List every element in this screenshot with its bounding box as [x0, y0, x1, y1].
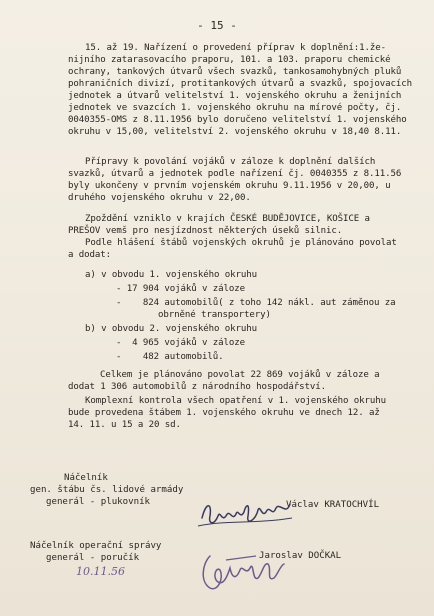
text-line: dodat 1 306 automobilů z národního hospodářství. [68, 382, 326, 392]
handwritten-signature [196, 548, 288, 598]
list-item: obrněné transportery) [158, 310, 271, 320]
text-line: Celkem je plánováno povolat 22 869 vojáků v záloze a [100, 370, 380, 380]
signature1-rank: generál - plukovník [46, 497, 151, 507]
signature1-name: Václav KRATOCHVÍL [286, 500, 380, 510]
handwritten-date: 10.11.56 [76, 565, 125, 578]
text-line: nijního zatarasovacího praporu, 101. a 103. praporu chemické [68, 55, 391, 65]
text-line: Komplexní kontrola všech opatření v 1. vojenského okruhu [85, 396, 386, 406]
text-line: 0040355-OMS z 8.11.1956 bylo doručeno velitelství 1. vojenského [68, 115, 407, 125]
signature2-rank: generál - poručík [46, 553, 140, 563]
page-number: - 15 - [197, 19, 237, 32]
text-line: a dodat: [68, 250, 111, 260]
list-item: - 824 automobilů( z toho 142 nákl. aut záměnou za [116, 298, 396, 308]
text-line: druhého vojenského okruhu v 22,00. [68, 193, 251, 203]
handwritten-signature [196, 490, 296, 534]
signature2-name: Jaroslav DOČKAL [259, 551, 342, 561]
signature1-title: Náčelník [64, 473, 108, 483]
text-line: Přípravy k povolání vojáků v záloze k doplnění dalších [85, 157, 376, 167]
text-line: PREŠOV vemš pro nesjízdnost některých úseků silnic. [68, 226, 343, 236]
signature1-title: gen. štábu čs. lidové armády [30, 485, 184, 495]
text-line: jednotek ve svazcích 1. vojenského okruhu na mírové počty, čj. [68, 103, 402, 113]
text-line: svazků, útvarů a jednotek podle nařízení čj. 0040355 z 8.11.56 [68, 169, 402, 179]
text-line: Podle hlášení štábů vojenských okruhů je plánováno povolat [85, 238, 397, 248]
list-item: a) v obvodu 1. vojenského okruhu [85, 270, 257, 280]
text-line: pohraničních divizí, protitankových útvarů a svazků, spojovacích [68, 79, 412, 89]
list-item: b) v obvodu 2. vojenského okruhu [85, 324, 257, 334]
text-line: byly ukončeny v prvním vojenském okruhu 9.11.1956 v 20,00, u [68, 181, 391, 191]
text-line: okruhu v 15,00, velitelství 2. vojenského okruhu v 18,40 8.11. [68, 127, 402, 137]
text-line: 15. až 19. Nařízení o provedení příprav k doplnění:1.že- [85, 43, 386, 53]
text-line: jednotek a útvarů velitelství 1. vojenského okruhu a ženijních [68, 91, 402, 101]
text-line: ochrany, tankových útvarů všech svazků, tankosamohybných pluků [68, 67, 402, 77]
list-item: - 482 automobilů. [116, 352, 224, 362]
text-line: bude provedena štábem 1. vojenského okruhu ve dnech 12. až [68, 408, 380, 418]
list-item: - 17 904 vojáků v záloze [116, 284, 245, 294]
text-line: 14. 11. u 15 a 20 sd. [68, 420, 181, 430]
list-item: - 4 965 vojáků v záloze [116, 338, 245, 348]
text-line: Zpoždění vzniklo v krajích ČESKÉ BUDĚJOVICE, KOŠICE a [85, 214, 370, 224]
signature2-title: Náčelník operační správy [30, 541, 162, 551]
